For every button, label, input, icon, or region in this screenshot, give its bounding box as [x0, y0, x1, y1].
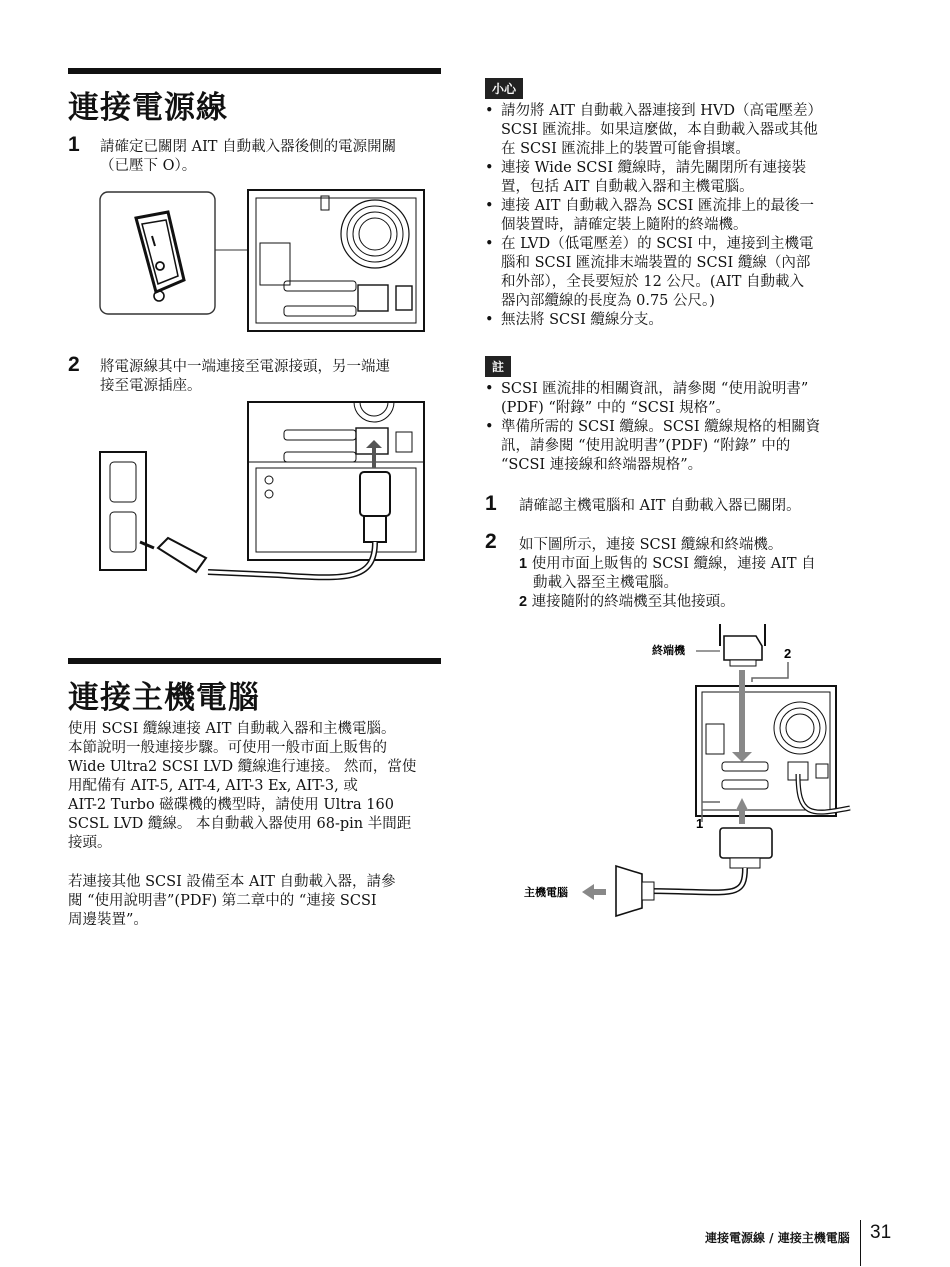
scsi-cable-connector [720, 828, 772, 858]
step-text [100, 358, 445, 396]
terminator [724, 636, 762, 660]
autoloader-rear-panel [696, 686, 836, 816]
step-text: 請確認主機電腦和 AIT 自動載入器已關閉。 [519, 498, 801, 514]
note-badge: 註 [485, 356, 511, 377]
list-item: • 連接 Wide SCSI 纜線時，請先關閉所有連接裝 置，包括 AIT 自動載入器和主機電腦。 [485, 159, 875, 197]
footer-divider [860, 1220, 861, 1266]
to-host-arrow [582, 884, 606, 900]
step-text-line: （已壓下 O）。 [100, 158, 197, 174]
note-list [485, 380, 875, 475]
page-number: 31 [870, 1222, 892, 1243]
paragraph-line: 本節說明一般連接步驟。可使用一般市面上販售的 [68, 740, 387, 756]
step-number: 2 [485, 530, 497, 553]
caution-list [485, 102, 875, 330]
paragraph-line: AIT-2 Turbo 磁碟機的機型時，請使用 Ultra 160 [68, 797, 394, 813]
substep: 2 連接隨附的終端機至其他接頭。 [519, 594, 735, 610]
power-cord-figure [98, 400, 438, 590]
substep-continued: 動載入器至主機電腦。 [533, 575, 678, 591]
step-number: 1 [485, 492, 497, 515]
paragraph-line: 接頭。 [68, 835, 112, 851]
step-text-line: 將電源線其中一端連接至電源接頭，另一端連 [100, 359, 390, 375]
callout-1: 1 [696, 816, 704, 831]
callout-2: 2 [784, 646, 792, 661]
autoloader-rear-panel [248, 402, 424, 560]
footer-section-title: 連接電源線 / 連接主機電腦 [705, 1231, 850, 1245]
power-switch-figure [98, 188, 438, 333]
list-item: • 在 LVD（低電壓差）的 SCSI 中，連接到主機電 腦和 SCSI 匯流排末端裝置的 SCSI 纜線（內部 和外部），全長要短於 12 公尺。(AIT 自動載入 器內部纜線的長度為 0.75 公尺。) [485, 235, 875, 311]
insert-arrow [739, 670, 745, 754]
list-item: • 無法將 SCSI 纜線分支。 [485, 311, 875, 330]
section-title-power: 連接電源線 [68, 90, 228, 126]
paragraph-line: 若連接其他 SCSI 設備至本 AIT 自動載入器，請參 [68, 874, 396, 890]
paragraph-line: 閱 “使用說明書”(PDF) 第二章中的 “連接 SCSI [68, 893, 377, 909]
host-label: 主機電腦 [524, 886, 568, 899]
terminator-label: 終端機 [652, 644, 685, 657]
list-item: • 準備所需的 SCSI 纜線。SCSI 纜線規格的相關資 訊，請參閱 “使用說明書”(PDF) “附錄” 中的 “SCSI 連接線和終端器規格”。 [485, 418, 875, 475]
host-connector [616, 866, 642, 916]
step-text [100, 138, 445, 176]
paragraph-line: SCSL LVD 纜線。 本自動載入器使用 68-pin 半間距 [68, 816, 412, 832]
paragraph-line: 使用 SCSI 纜線連接 AIT 自動載入器和主機電腦。 [68, 721, 396, 737]
caution-badge: 小心 [485, 78, 523, 99]
paragraph-line: 用配備有 AIT-5, AIT-4, AIT-3 Ex, AIT-3, 或 [68, 778, 358, 794]
host-intro-paragraph [68, 720, 448, 853]
substep: 1 使用市面上販售的 SCSI 纜線，連接 AIT 自 [519, 556, 816, 572]
list-item: • 請勿將 AIT 自動載入器連接到 HVD（高電壓差） SCSI 匯流排。如果這麼做，本自動載入器或其他 在 SCSI 匯流排上的裝置可能會損壞。 [485, 102, 875, 159]
step-text: 如下圖所示，連接 SCSI 纜線和終端機。 1 使用市面上販售的 SCSI 纜線，連接 AIT 自 動載入器至主機電腦。 2 連接隨附的終端機至其他接頭。 [519, 536, 869, 612]
paragraph-line: 周邊裝置”。 [68, 912, 148, 928]
other-devices-paragraph [68, 873, 448, 930]
power-plug [360, 472, 390, 516]
scsi-connection-figure [520, 616, 860, 926]
step-text-line: 請確定已關閉 AIT 自動載入器後側的電源開關 [100, 139, 397, 155]
step-number: 1 [68, 133, 80, 156]
section-rule [68, 658, 441, 664]
step-text-line: 接至電源插座。 [100, 378, 202, 394]
step-number: 2 [68, 353, 80, 376]
list-item: • SCSI 匯流排的相關資訊，請參閱 “使用說明書” (PDF) “附錄” 中的 “SCSI 規格”。 [485, 380, 875, 418]
section-rule [68, 68, 441, 74]
section-title-host: 連接主機電腦 [68, 680, 260, 716]
paragraph-line: Wide Ultra2 SCSI LVD 纜線進行連接。 然而，當使 [68, 759, 417, 775]
list-item: • 連接 AIT 自動載入器為 SCSI 匯流排上的最後一 個裝置時，請確定裝上隨附的終端機。 [485, 197, 875, 235]
